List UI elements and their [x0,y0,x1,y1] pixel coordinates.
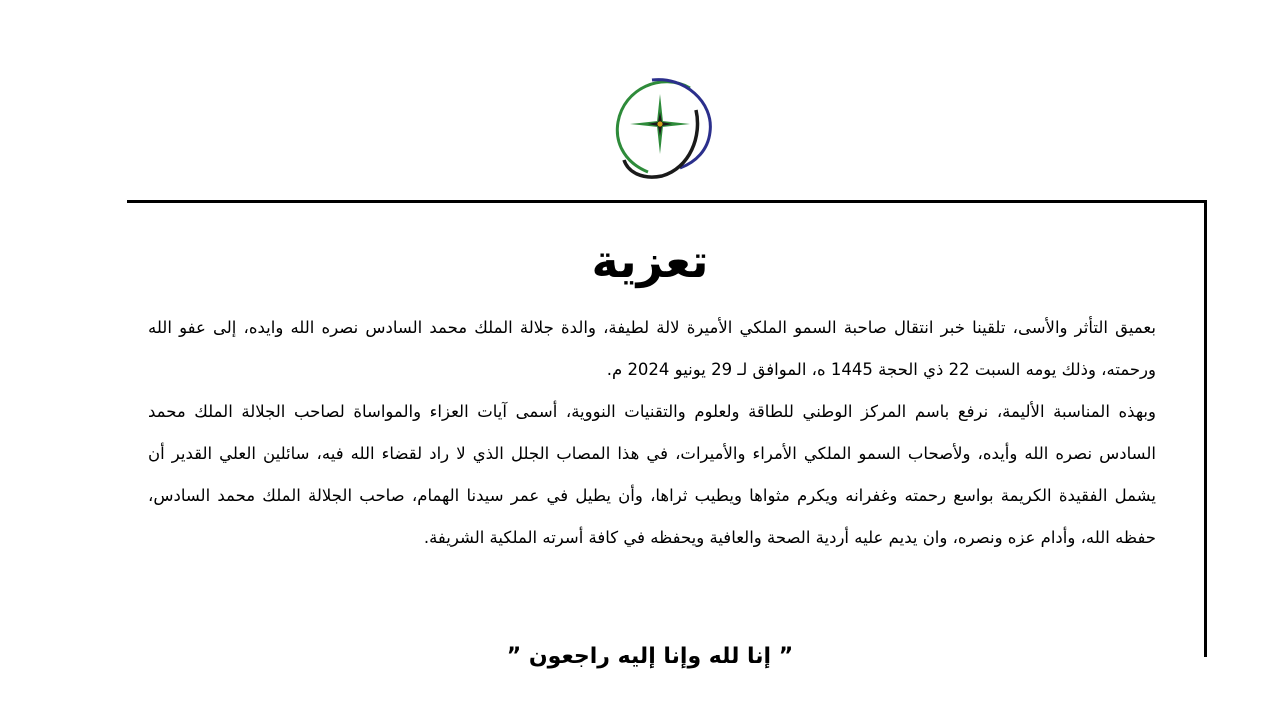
organization-logo [610,74,718,182]
paragraph-announcement: بعميق التأثر والأسى، تلقينا خبر انتقال صاحبة السمو الملكي الأميرة لالة لطيفة، والدة جلالة الملك محمد السادس نصره الله وايده، إلى عفو الله ورحمته، وذلك يومه السبت 22 ذي الحجة 1445 ه، الموافق لـ 29 يونيو 2024 م. [148,318,1156,379]
compass-star-orbit-logo-icon [610,74,718,182]
frame-right-border [1204,200,1207,657]
document-title: تعزية [591,234,709,288]
quranic-verse: ” إنا لله وإنا إليه راجعون ” [506,644,794,669]
paragraph-condolences: وبهذه المناسبة الأليمة، نرفع باسم المركز الوطني للطاقة ولعلوم والتقنيات النووية، أسمى آيات العزاء والمواساة لصاحب الجلالة الملك محمد السادس نصره الله وأيده، ولأصحاب السمو الملكي الأمراء والأميرات، في هذا المصاب الجلل الذي لا راد لقضاء الله فيه، سائلين العلي القدير أن يشمل الفقيدة الكريمة بواسع رحمته وغفرانه ويكرم مثواها ويطيب ثراها، وأن يطيل في عمر سيدنا الهمام، صاحب الجلالة الملك محمد السادس، حفظه الله، وأدام عزه ونصره، وان يديم عليه أردية الصحة والعافية ويحفظه في كافة أسرته الملكية الشريفة. [148,402,1156,547]
frame-top-border [127,200,1207,203]
condolence-body [148,307,1156,559]
